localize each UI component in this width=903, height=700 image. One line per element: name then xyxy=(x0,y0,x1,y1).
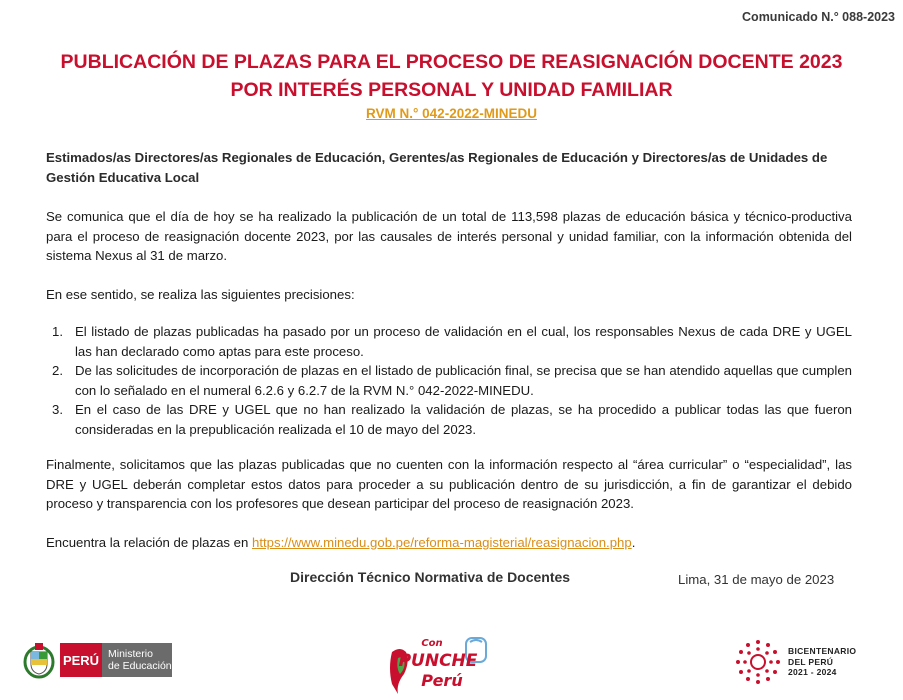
bicentenario-years: 2021 - 2024 xyxy=(788,667,837,677)
date: Lima, 31 de mayo de 2023 xyxy=(678,572,835,587)
rvm-reference: RVM N.° 042-2022-MINEDU xyxy=(366,106,537,121)
paragraph-intro: Se comunica que el día de hoy se ha realizado la publicación de un total de 113,598 plazas de educación básica y técnico-productiva para el proceso de reasignación docente 2023, por las causales de interés personal y unidad familiar, con la información obtenida del sistema Nexus al 31 de marzo. xyxy=(46,209,852,263)
list-item xyxy=(46,400,852,439)
bicentenario-text xyxy=(788,646,856,678)
list-number: 3. xyxy=(52,402,63,417)
list-item xyxy=(46,322,852,361)
bicentenario-line-1: BICENTENARIO xyxy=(788,646,857,656)
ministry-line-2: de Educación xyxy=(108,660,172,672)
coat-of-arms-icon xyxy=(22,640,56,680)
list-text: De las solicitudes de incorporación de plazas en el listado de publicación final, se precisa que se han atendido aquellas que cumplen con lo señalado en el numeral 6.2.6 y 6.2.7 de la RVM N.° 042-2022-MINEDU. xyxy=(75,363,852,398)
addressee: Estimados/as Directores/as Regionales de Educación, Gerentes/as Regionales de Educación y Directores/as de Unidades de Gestión Educativa Local xyxy=(46,150,828,185)
link-prefix: Encuentra la relación de plazas en xyxy=(46,535,253,550)
paragraph-finalmente: Finalmente, solicitamos que las plazas publicadas que no cuenten con la información respecto al “área curricular” o “especialidad”, las DRE y UGEL deberán completar estos datos para proceder a su publicación dentro de su jurisdicción, a fin de garantizar el debido proceso y transparencia con los profesores que desean participar del proceso de reasignación 2023. xyxy=(46,457,852,511)
ministry-label xyxy=(102,643,172,677)
paragraph-precisiones: En ese sentido, se realiza las siguientes precisiones: xyxy=(46,287,355,302)
signer: Dirección Técnico Normativa de Docentes xyxy=(290,569,571,585)
list-text: El listado de plazas publicadas ha pasado por un proceso de validación en el cual, los responsables Nexus de cada DRE y UGEL las han declarado como aptas para este proceso. xyxy=(75,324,852,359)
list-number: 2. xyxy=(52,363,63,378)
punche-line-1: Con xyxy=(421,638,443,649)
punche-line-3: Perú xyxy=(421,671,463,690)
link-suffix: . xyxy=(631,535,636,550)
bicentenario-emblem-icon xyxy=(734,638,782,686)
title-line-1: PUBLICACIÓN DE PLAZAS PARA EL PROCESO DE REASIGNACIÓN DOCENTE 2023 xyxy=(60,51,843,73)
list-item xyxy=(46,361,852,400)
ministry-line-1: Ministerio xyxy=(108,648,153,660)
list-number: 1. xyxy=(52,324,63,339)
precisiones-list xyxy=(46,322,852,439)
title-line-2: POR INTERÉS PERSONAL Y UNIDAD FAMILIAR xyxy=(230,79,673,101)
plazas-link[interactable]: https://www.minedu.gob.pe/reforma-magisterial/reasignacion.php xyxy=(252,535,632,550)
footer xyxy=(0,628,903,692)
page-title xyxy=(0,48,903,104)
list-text: En el caso de las DRE y UGEL que no han realizado la validación de plazas, se ha procedido a publicar todas las que fueron consideradas en la prepublicación realizada el 10 de mayo del 2023. xyxy=(75,402,852,437)
peru-label: PERÚ xyxy=(60,643,102,677)
bicentenario-logo xyxy=(734,638,874,686)
bicentenario-line-2: DEL PERÚ xyxy=(788,656,834,667)
paragraph-link xyxy=(46,533,852,553)
con-punche-peru-logo xyxy=(386,632,496,694)
punche-line-2: PUNCHE xyxy=(398,651,478,671)
comunicado-number: Comunicado N.° 088-2023 xyxy=(742,10,895,24)
